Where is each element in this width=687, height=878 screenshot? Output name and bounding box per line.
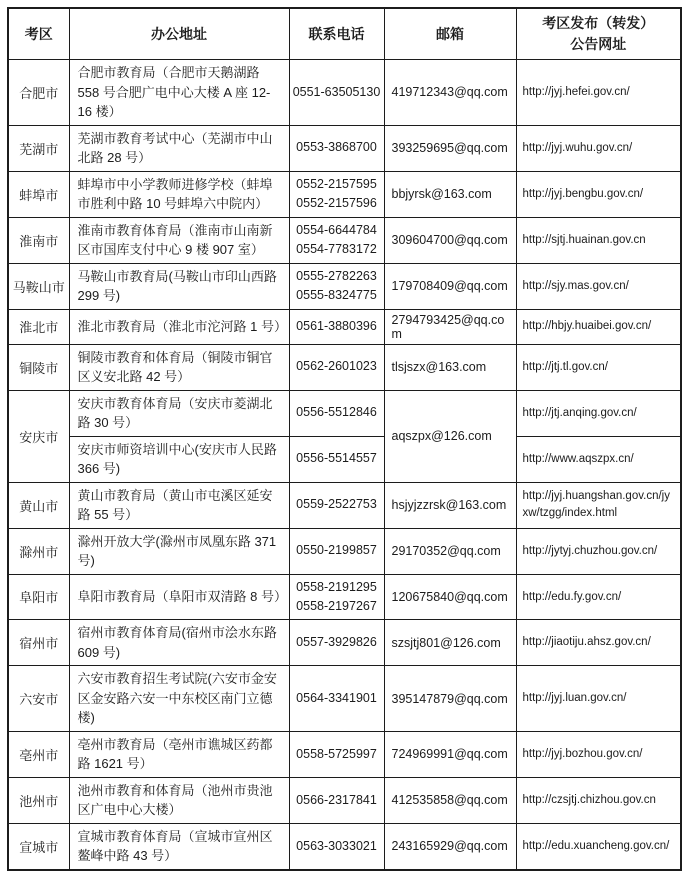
cell-address: 宣城市教育体育局（宣城市宣州区鳌峰中路 43 号） bbox=[69, 823, 289, 870]
cell-city: 安庆市 bbox=[8, 390, 69, 482]
cell-phone: 0556-5514557 bbox=[289, 436, 384, 482]
cell-website: http://edu.fy.gov.cn/ bbox=[516, 574, 681, 620]
cell-website: http://jiaotiju.ahsz.gov.cn/ bbox=[516, 620, 681, 666]
column-header-website-line1: 考区发布（转发） bbox=[542, 15, 655, 31]
cell-address: 安庆市师资培训中心(安庆市人民路 366 号) bbox=[69, 436, 289, 482]
cell-phone: 0559-2522753 bbox=[289, 482, 384, 528]
cell-city: 宿州市 bbox=[8, 620, 69, 666]
phone-line-1: 0558-2191295 bbox=[296, 579, 377, 594]
cell-address: 六安市教育招生考试院(六安市金安区金安路六安一中东校区南门立德楼) bbox=[69, 666, 289, 732]
cell-email: 419712343@qq.com bbox=[384, 60, 516, 126]
cell-phone bbox=[289, 574, 384, 620]
cell-address: 宿州市教育体育局(宿州市浍水东路 609 号) bbox=[69, 620, 289, 666]
table-row-luan bbox=[8, 666, 681, 732]
cell-phone: 0550-2199857 bbox=[289, 528, 384, 574]
cell-phone: 0558-5725997 bbox=[289, 731, 384, 777]
phone-line-2: 0558-2197267 bbox=[296, 598, 377, 613]
cell-address: 池州市教育和体育局（池州市贵池区广电中心大楼） bbox=[69, 777, 289, 823]
phone-line-1: 0552-2157595 bbox=[296, 176, 377, 191]
cell-address: 蚌埠市中小学教师进修学校（蚌埠市胜利中路 10 号蚌埠六中院内） bbox=[69, 171, 289, 217]
cell-phone: 0562-2601023 bbox=[289, 344, 384, 390]
cell-email: 412535858@qq.com bbox=[384, 777, 516, 823]
table-row-fuyang bbox=[8, 574, 681, 620]
cell-phone bbox=[289, 263, 384, 309]
cell-phone: 0563-3033021 bbox=[289, 823, 384, 870]
cell-email: 29170352@qq.com bbox=[384, 528, 516, 574]
cell-website: http://jtj.tl.gov.cn/ bbox=[516, 344, 681, 390]
cell-phone: 0553-3868700 bbox=[289, 125, 384, 171]
cell-website: http://jyj.wuhu.gov.cn/ bbox=[516, 125, 681, 171]
table-row-tongling bbox=[8, 344, 681, 390]
cell-email: 120675840@qq.com bbox=[384, 574, 516, 620]
cell-address: 安庆市教育体育局（安庆市菱湖北路 30 号） bbox=[69, 390, 289, 436]
cell-city: 淮北市 bbox=[8, 309, 69, 344]
cell-city: 芜湖市 bbox=[8, 125, 69, 171]
cell-website: http://jyj.bengbu.gov.cn/ bbox=[516, 171, 681, 217]
cell-address: 马鞍山市教育局(马鞍山市印山西路 299 号) bbox=[69, 263, 289, 309]
cell-phone: 0566-2317841 bbox=[289, 777, 384, 823]
table-row-chizhou bbox=[8, 777, 681, 823]
cell-website: http://edu.xuancheng.gov.cn/ bbox=[516, 823, 681, 870]
cell-email: 179708409@qq.com bbox=[384, 263, 516, 309]
cell-email: 724969991@qq.com bbox=[384, 731, 516, 777]
cell-city: 铜陵市 bbox=[8, 344, 69, 390]
cell-email: 243165929@qq.com bbox=[384, 823, 516, 870]
cell-phone: 0556-5512846 bbox=[289, 390, 384, 436]
cell-website: http://jyj.hefei.gov.cn/ bbox=[516, 60, 681, 126]
column-header-address: 办公地址 bbox=[69, 8, 289, 60]
cell-phone: 0557-3929826 bbox=[289, 620, 384, 666]
exam-district-table bbox=[7, 7, 682, 871]
cell-address: 黄山市教育局（黄山市屯溪区延安路 55 号） bbox=[69, 482, 289, 528]
cell-email: 2794793425@qq.com bbox=[384, 309, 516, 344]
phone-line-2: 0554-7783172 bbox=[296, 242, 377, 256]
cell-phone: 0551-63505130 bbox=[289, 60, 384, 126]
table-row-wuhu bbox=[8, 125, 681, 171]
table-row-huangshan bbox=[8, 482, 681, 528]
cell-email: 395147879@qq.com bbox=[384, 666, 516, 732]
cell-address: 阜阳市教育局（阜阳市双清路 8 号） bbox=[69, 574, 289, 620]
cell-city: 合肥市 bbox=[8, 60, 69, 126]
cell-city: 蚌埠市 bbox=[8, 171, 69, 217]
cell-website: http://sjy.mas.gov.cn/ bbox=[516, 263, 681, 309]
table-row-maanshan bbox=[8, 263, 681, 309]
phone-line-1: 0554-6644784 bbox=[296, 222, 377, 237]
phone-line-1: 0555-2782263 bbox=[296, 268, 377, 283]
table-row-bengbu bbox=[8, 171, 681, 217]
cell-email: hsjyjzzrsk@163.com bbox=[384, 482, 516, 528]
cell-website: http://jyj.luan.gov.cn/ bbox=[516, 666, 681, 732]
cell-phone bbox=[289, 171, 384, 217]
cell-phone bbox=[289, 217, 384, 263]
cell-city: 黄山市 bbox=[8, 482, 69, 528]
table-row-huainan bbox=[8, 217, 681, 263]
cell-email: szsjtj801@126.com bbox=[384, 620, 516, 666]
cell-email: aqszpx@126.com bbox=[384, 390, 516, 482]
cell-website: http://jytyj.chuzhou.gov.cn/ bbox=[516, 528, 681, 574]
table-row-hefei bbox=[8, 60, 681, 126]
cell-website: http://jtj.anqing.gov.cn/ bbox=[516, 390, 681, 436]
cell-city: 马鞍山市 bbox=[8, 263, 69, 309]
cell-address: 亳州市教育局（亳州市谯城区药都路 1621 号） bbox=[69, 731, 289, 777]
table-row-bozhou bbox=[8, 731, 681, 777]
cell-website: http://jyj.huangshan.gov.cn/jyxw/tzgg/index.html bbox=[516, 482, 681, 528]
table-row-chuzhou bbox=[8, 528, 681, 574]
cell-address: 淮北市教育局（淮北市沱河路 1 号） bbox=[69, 309, 289, 344]
column-header-website bbox=[516, 8, 681, 60]
cell-phone: 0561-3880396 bbox=[289, 309, 384, 344]
cell-phone: 0564-3341901 bbox=[289, 666, 384, 732]
cell-city: 六安市 bbox=[8, 666, 69, 732]
cell-city: 阜阳市 bbox=[8, 574, 69, 620]
cell-email: 393259695@qq.com bbox=[384, 125, 516, 171]
column-header-district: 考区 bbox=[8, 8, 69, 60]
phone-line-2: 0555-8324775 bbox=[296, 288, 377, 302]
cell-address: 滁州开放大学(滁州市凤凰东路 371 号) bbox=[69, 528, 289, 574]
cell-website: http://sjtj.huainan.gov.cn bbox=[516, 217, 681, 263]
column-header-website-line2: 公告网址 bbox=[570, 36, 627, 52]
cell-website: http://www.aqszpx.cn/ bbox=[516, 436, 681, 482]
table-row-huaibei bbox=[8, 309, 681, 344]
cell-address: 淮南市教育体育局（淮南市山南新区市国库支付中心 9 楼 907 室） bbox=[69, 217, 289, 263]
table-row-anqing-1 bbox=[8, 390, 681, 436]
cell-city: 滁州市 bbox=[8, 528, 69, 574]
cell-city: 淮南市 bbox=[8, 217, 69, 263]
cell-city: 宣城市 bbox=[8, 823, 69, 870]
cell-address: 合肥市教育局（合肥市天鹅湖路 558 号合肥广电中心大楼 A 座 12-16 楼） bbox=[69, 60, 289, 126]
table-header-row bbox=[8, 8, 681, 60]
cell-address: 铜陵市教育和体育局（铜陵市铜官区义安北路 42 号） bbox=[69, 344, 289, 390]
table-row-anqing-2 bbox=[8, 436, 681, 482]
cell-website: http://czsjtj.chizhou.gov.cn bbox=[516, 777, 681, 823]
cell-website: http://jyj.bozhou.gov.cn/ bbox=[516, 731, 681, 777]
cell-address: 芜湖市教育考试中心（芜湖市中山北路 28 号） bbox=[69, 125, 289, 171]
cell-email: 309604700@qq.com bbox=[384, 217, 516, 263]
cell-website: http://hbjy.huaibei.gov.cn/ bbox=[516, 309, 681, 344]
phone-line-2: 0552-2157596 bbox=[296, 196, 377, 210]
cell-email: bbjyrsk@163.com bbox=[384, 171, 516, 217]
cell-city: 亳州市 bbox=[8, 731, 69, 777]
column-header-phone: 联系电话 bbox=[289, 8, 384, 60]
cell-email: tlsjszx@163.com bbox=[384, 344, 516, 390]
table-row-xuancheng bbox=[8, 823, 681, 870]
column-header-email: 邮箱 bbox=[384, 8, 516, 60]
cell-city: 池州市 bbox=[8, 777, 69, 823]
table-row-suzhou bbox=[8, 620, 681, 666]
